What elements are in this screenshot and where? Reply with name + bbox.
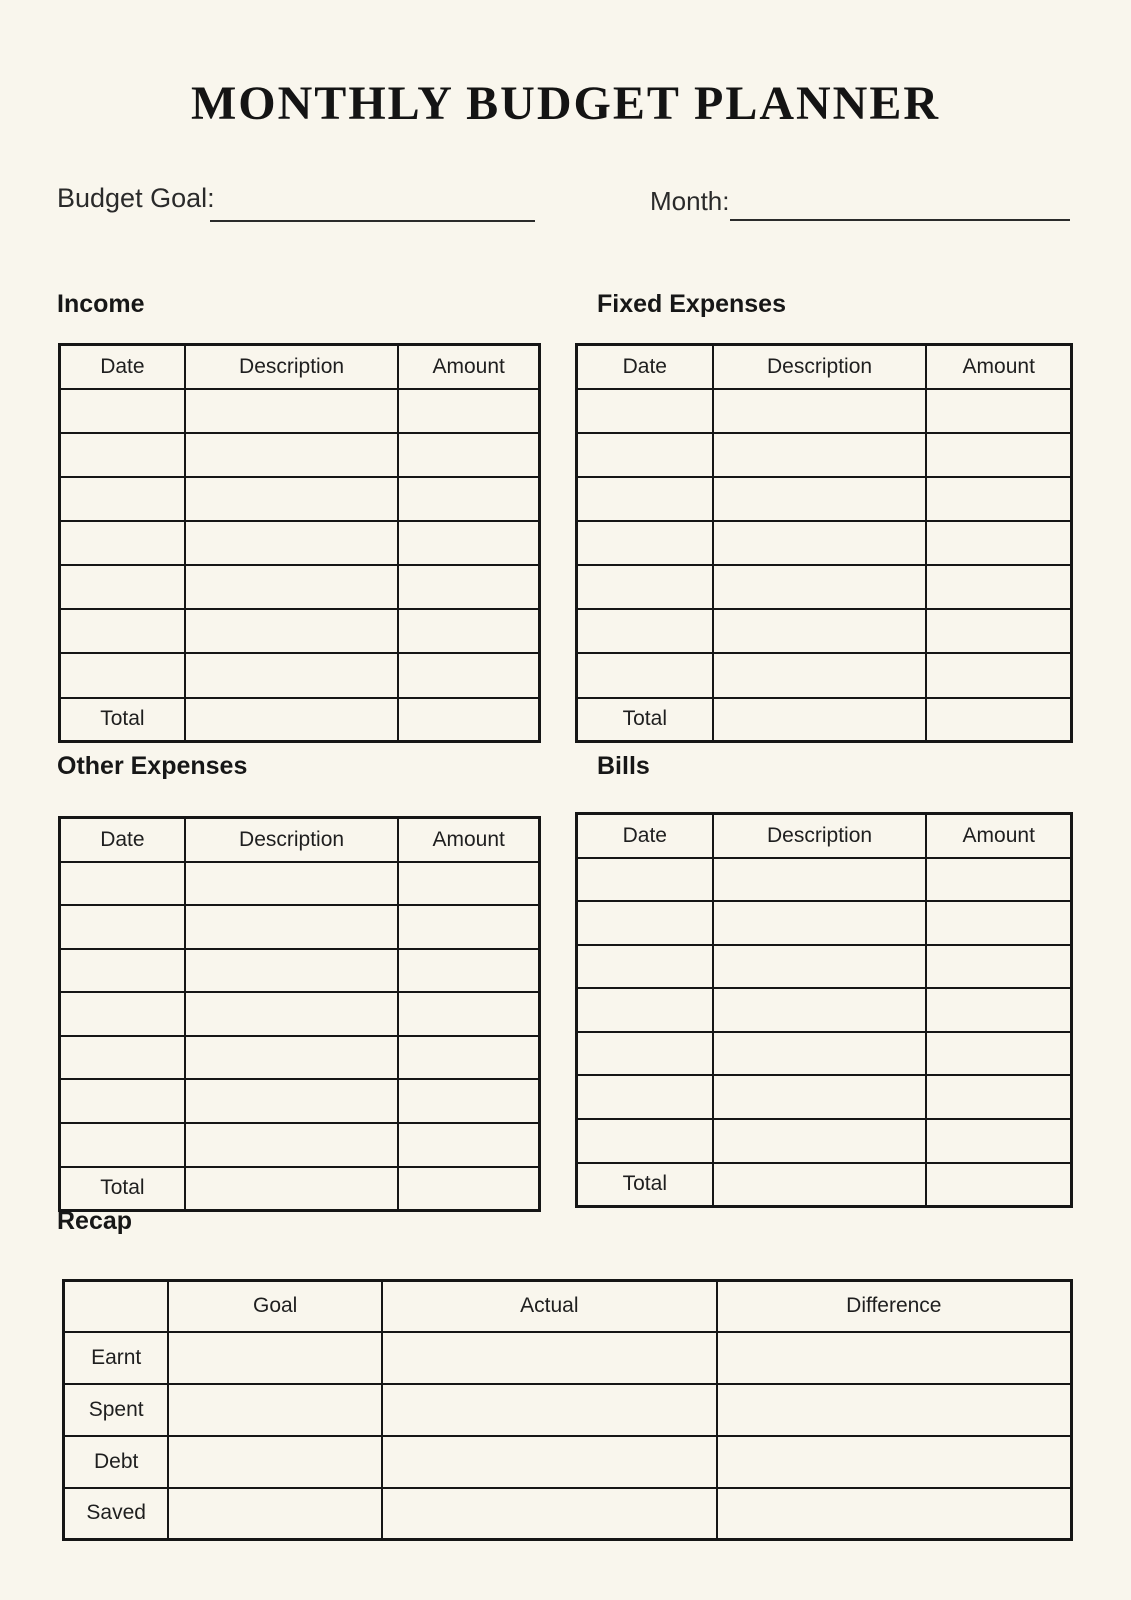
table-row	[60, 992, 540, 1036]
section-heading-bills: Bills	[597, 752, 650, 780]
total-description-cell[interactable]	[185, 1167, 399, 1211]
month-input-line[interactable]	[730, 219, 1070, 221]
table-row	[60, 389, 540, 433]
empty-cell[interactable]	[926, 609, 1071, 653]
empty-cell[interactable]	[713, 477, 927, 521]
empty-cell[interactable]	[185, 653, 399, 697]
empty-cell[interactable]	[60, 992, 185, 1036]
header-row	[577, 814, 1072, 858]
total-row	[60, 698, 540, 742]
empty-cell[interactable]	[398, 949, 539, 993]
empty-cell[interactable]	[577, 945, 713, 989]
recap-row-label: Saved	[64, 1488, 169, 1540]
recap-difference-cell[interactable]	[717, 1488, 1072, 1540]
recap-row-label: Earnt	[64, 1332, 169, 1384]
empty-cell[interactable]	[60, 949, 185, 993]
empty-cell[interactable]	[713, 609, 927, 653]
empty-cell[interactable]	[60, 521, 185, 565]
total-row	[577, 698, 1072, 742]
table-row	[577, 988, 1072, 1032]
empty-cell[interactable]	[185, 433, 399, 477]
budget-goal-label: Budget Goal:	[57, 183, 215, 213]
total-amount-cell[interactable]	[926, 698, 1071, 742]
table-row	[60, 477, 540, 521]
table-row	[60, 1036, 540, 1080]
empty-cell[interactable]	[577, 609, 713, 653]
column-header-amount: Amount	[926, 345, 1071, 389]
empty-cell[interactable]	[185, 949, 399, 993]
column-header-date: Date	[60, 818, 185, 862]
table-row	[60, 433, 540, 477]
empty-cell[interactable]	[185, 565, 399, 609]
empty-cell[interactable]	[926, 389, 1071, 433]
empty-cell[interactable]	[713, 433, 927, 477]
bills-table	[575, 812, 1073, 1208]
table-row	[577, 389, 1072, 433]
empty-cell[interactable]	[398, 609, 539, 653]
table-row	[577, 565, 1072, 609]
total-row	[577, 1163, 1072, 1207]
empty-cell[interactable]	[398, 992, 539, 1036]
empty-cell[interactable]	[926, 1032, 1071, 1076]
table-row	[577, 609, 1072, 653]
empty-cell[interactable]	[60, 609, 185, 653]
empty-cell[interactable]	[926, 858, 1071, 902]
recap-difference-cell[interactable]	[717, 1332, 1072, 1384]
empty-cell[interactable]	[713, 653, 927, 697]
recap-actual-cell[interactable]	[382, 1436, 717, 1488]
empty-cell[interactable]	[926, 901, 1071, 945]
table-row	[60, 565, 540, 609]
recap-row-spent	[64, 1384, 1072, 1436]
empty-cell[interactable]	[398, 905, 539, 949]
column-header-date: Date	[60, 345, 185, 389]
empty-cell[interactable]	[60, 433, 185, 477]
table-row	[577, 521, 1072, 565]
empty-cell[interactable]	[398, 1036, 539, 1080]
empty-cell[interactable]	[398, 565, 539, 609]
empty-cell[interactable]	[185, 521, 399, 565]
empty-cell[interactable]	[577, 389, 713, 433]
empty-cell[interactable]	[60, 389, 185, 433]
empty-cell[interactable]	[926, 1075, 1071, 1119]
recap-row-saved	[64, 1488, 1072, 1540]
table-row	[577, 1119, 1072, 1163]
empty-cell[interactable]	[185, 609, 399, 653]
total-description-cell[interactable]	[185, 698, 399, 742]
header-row	[577, 345, 1072, 389]
empty-cell[interactable]	[60, 862, 185, 906]
recap-actual-cell[interactable]	[382, 1332, 717, 1384]
empty-cell[interactable]	[185, 1036, 399, 1080]
empty-cell[interactable]	[398, 653, 539, 697]
empty-cell[interactable]	[577, 1075, 713, 1119]
empty-cell[interactable]	[577, 1119, 713, 1163]
total-row	[60, 1167, 540, 1211]
recap-difference-cell[interactable]	[717, 1384, 1072, 1436]
column-header-description: Description	[713, 345, 927, 389]
empty-cell[interactable]	[926, 653, 1071, 697]
page-title: MONTHLY BUDGET PLANNER	[191, 77, 940, 130]
table-row	[577, 945, 1072, 989]
column-header-amount: Amount	[926, 814, 1071, 858]
table-row	[577, 477, 1072, 521]
column-header-date: Date	[577, 814, 713, 858]
recap-column-actual: Actual	[382, 1281, 717, 1332]
empty-cell[interactable]	[577, 433, 713, 477]
empty-cell[interactable]	[713, 901, 927, 945]
recap-actual-cell[interactable]	[382, 1488, 717, 1540]
table-row	[60, 653, 540, 697]
total-label-cell: Total	[577, 1163, 713, 1207]
empty-cell[interactable]	[713, 988, 927, 1032]
empty-cell[interactable]	[398, 477, 539, 521]
table-row	[60, 905, 540, 949]
empty-cell[interactable]	[577, 901, 713, 945]
total-description-cell[interactable]	[713, 698, 927, 742]
recap-actual-cell[interactable]	[382, 1384, 717, 1436]
recap-goal-cell[interactable]	[168, 1436, 382, 1488]
recap-header-row	[64, 1281, 1072, 1332]
column-header-description: Description	[713, 814, 927, 858]
empty-cell[interactable]	[398, 1123, 539, 1167]
recap-table	[62, 1279, 1073, 1538]
empty-cell[interactable]	[398, 1079, 539, 1123]
empty-cell[interactable]	[398, 862, 539, 906]
total-label-cell: Total	[60, 1167, 185, 1211]
recap-difference-cell[interactable]	[717, 1436, 1072, 1488]
table-row	[577, 1075, 1072, 1119]
recap-goal-cell[interactable]	[168, 1332, 382, 1384]
empty-cell[interactable]	[185, 905, 399, 949]
empty-cell[interactable]	[713, 389, 927, 433]
column-header-description: Description	[185, 818, 399, 862]
empty-cell[interactable]	[713, 1119, 927, 1163]
section-heading-recap: Recap	[57, 1207, 133, 1235]
recap-row-label: Spent	[64, 1384, 169, 1436]
table-row	[577, 433, 1072, 477]
empty-cell[interactable]	[577, 565, 713, 609]
recap-row-label: Debt	[64, 1436, 169, 1488]
empty-cell[interactable]	[926, 565, 1071, 609]
empty-cell[interactable]	[926, 477, 1071, 521]
empty-cell[interactable]	[577, 1032, 713, 1076]
total-amount-cell[interactable]	[398, 1167, 539, 1211]
recap-corner-cell	[64, 1281, 169, 1332]
empty-cell[interactable]	[577, 858, 713, 902]
empty-cell[interactable]	[577, 988, 713, 1032]
empty-cell[interactable]	[713, 1075, 927, 1119]
empty-cell[interactable]	[577, 653, 713, 697]
empty-cell[interactable]	[926, 945, 1071, 989]
table-row	[60, 521, 540, 565]
empty-cell[interactable]	[60, 1079, 185, 1123]
table-row	[577, 858, 1072, 902]
empty-cell[interactable]	[577, 521, 713, 565]
column-header-amount: Amount	[398, 345, 539, 389]
total-description-cell[interactable]	[713, 1163, 927, 1207]
total-amount-cell[interactable]	[926, 1163, 1071, 1207]
empty-cell[interactable]	[926, 433, 1071, 477]
empty-cell[interactable]	[60, 653, 185, 697]
section-heading-income: Income	[57, 290, 145, 318]
column-header-date: Date	[577, 345, 713, 389]
recap-goal-cell[interactable]	[168, 1488, 382, 1540]
empty-cell[interactable]	[60, 477, 185, 521]
table-row	[60, 949, 540, 993]
income-table	[58, 343, 541, 743]
total-amount-cell[interactable]	[398, 698, 539, 742]
empty-cell[interactable]	[926, 988, 1071, 1032]
other-expenses-table	[58, 816, 541, 1212]
empty-cell[interactable]	[185, 992, 399, 1036]
recap-column-difference: Difference	[717, 1281, 1072, 1332]
empty-cell[interactable]	[185, 1123, 399, 1167]
empty-cell[interactable]	[713, 858, 927, 902]
month-label: Month:	[650, 186, 730, 216]
empty-cell[interactable]	[185, 389, 399, 433]
empty-cell[interactable]	[185, 862, 399, 906]
table-row	[60, 862, 540, 906]
table-row	[577, 653, 1072, 697]
budget-goal-input-line[interactable]	[210, 220, 535, 222]
empty-cell[interactable]	[398, 521, 539, 565]
recap-row-debt	[64, 1436, 1072, 1488]
table-row	[60, 1079, 540, 1123]
total-label-cell: Total	[60, 698, 185, 742]
empty-cell[interactable]	[577, 477, 713, 521]
total-label-cell: Total	[577, 698, 713, 742]
header-row	[60, 345, 540, 389]
empty-cell[interactable]	[713, 565, 927, 609]
empty-cell[interactable]	[60, 1123, 185, 1167]
recap-row-earnt	[64, 1332, 1072, 1384]
empty-cell[interactable]	[713, 1032, 927, 1076]
recap-column-goal: Goal	[168, 1281, 382, 1332]
table-row	[60, 1123, 540, 1167]
table-row	[577, 1032, 1072, 1076]
column-header-description: Description	[185, 345, 399, 389]
column-header-amount: Amount	[398, 818, 539, 862]
fixed-expenses-table	[575, 343, 1073, 743]
table-row	[60, 609, 540, 653]
empty-cell[interactable]	[713, 945, 927, 989]
table-row	[577, 901, 1072, 945]
empty-cell[interactable]	[398, 433, 539, 477]
empty-cell[interactable]	[60, 1036, 185, 1080]
empty-cell[interactable]	[926, 521, 1071, 565]
section-heading-other-expenses: Other Expenses	[57, 752, 248, 780]
empty-cell[interactable]	[60, 565, 185, 609]
recap-goal-cell[interactable]	[168, 1384, 382, 1436]
header-row	[60, 818, 540, 862]
empty-cell[interactable]	[60, 905, 185, 949]
empty-cell[interactable]	[926, 1119, 1071, 1163]
empty-cell[interactable]	[713, 521, 927, 565]
section-heading-fixed-expenses: Fixed Expenses	[597, 290, 786, 318]
empty-cell[interactable]	[185, 1079, 399, 1123]
empty-cell[interactable]	[398, 389, 539, 433]
empty-cell[interactable]	[185, 477, 399, 521]
